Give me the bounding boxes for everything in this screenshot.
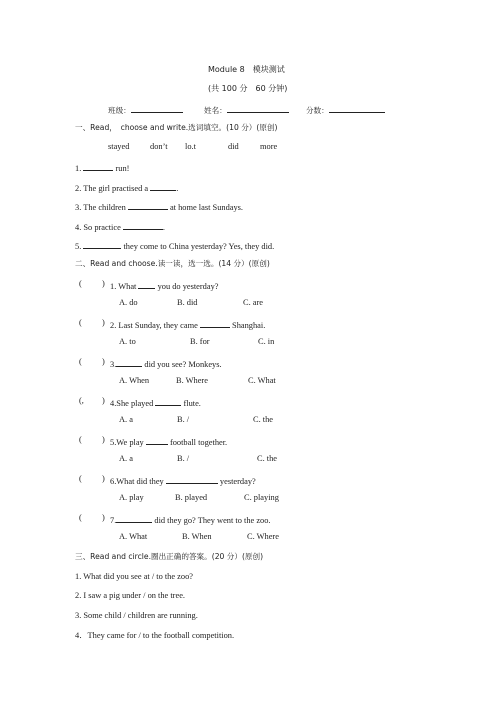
section3-heading: 三、Read and circle.圈出正确的答案。(20 分）(原创) [75,552,264,561]
page-subtitle: (共 100 分 60 分钟) [208,84,288,93]
fill-item: 1. run! [75,164,130,173]
name-blank[interactable] [227,104,289,113]
option-c[interactable]: C. What [248,376,276,385]
class-blank[interactable] [131,104,183,113]
fill-item: 2. The girl practised a . [75,184,179,193]
question-stem: 7. did they go? They went to the zoo. [110,516,271,525]
option-a[interactable]: A. to [119,337,136,346]
answer-blank[interactable] [123,221,163,230]
word-bank-word: stayed [108,142,130,151]
option-b[interactable]: B. / [177,415,190,424]
answer-blank[interactable] [166,475,218,484]
option-b[interactable]: B. Where [176,376,208,385]
answer-blank[interactable] [155,397,181,406]
class-label: 班级： [108,106,131,115]
option-b[interactable]: B. for [190,337,210,346]
answer-blank[interactable] [128,201,168,210]
answer-blank[interactable] [150,182,176,191]
question-stem: 3. did you see? Monkeys. [110,360,222,369]
option-a[interactable]: A. do [119,298,138,307]
option-a[interactable]: A. What [119,532,148,541]
word-bank-word: don’t [150,142,168,151]
circle-item[interactable]: 4．They came for / to the football competition. [75,631,235,640]
option-a[interactable]: A. a [119,454,133,463]
answer-paren-open[interactable]: (, [79,396,84,405]
name-label: 姓名： [204,106,227,115]
answer-blank[interactable] [116,514,152,523]
option-c[interactable]: C. in [258,337,275,346]
question-stem: 6.What did they yesterday? [110,477,256,486]
score-field[interactable] [306,104,385,115]
option-a[interactable]: A. play [119,493,144,502]
option-c[interactable]: C. playing [244,493,279,502]
answer-blank[interactable] [146,436,168,445]
answer-paren-close[interactable]: ) [102,513,105,522]
answer-blank[interactable] [116,358,142,367]
answer-blank[interactable] [138,280,155,289]
option-c[interactable]: C. are [243,298,263,307]
answer-blank[interactable] [83,240,121,249]
score-label: 分数： [306,106,329,115]
answer-paren-open[interactable]: ( [79,513,82,522]
answer-paren-open[interactable]: ( [79,435,82,444]
question-stem: 1. What you do yesterday? [110,282,219,291]
answer-paren-open[interactable]: ( [79,474,82,483]
answer-blank[interactable] [200,319,230,328]
option-b[interactable]: B. When [182,532,212,541]
option-b[interactable]: B. / [177,454,190,463]
circle-item[interactable]: 2. I saw a pig under / on the tree. [75,591,186,600]
page-title: Module 8 模块测试 [208,65,285,74]
answer-paren-open[interactable]: ( [79,279,82,288]
word-bank-word: did [228,142,239,151]
circle-item[interactable]: 1. What did you see at / to the zoo? [75,572,193,581]
fill-item: 4. So practice . [75,223,166,232]
fill-item: 3. The children at home last Sundays. [75,203,244,212]
section2-heading: 二、Read and choose.读一读，选一选。(14 分）(原创) [75,259,270,268]
answer-blank[interactable] [83,162,113,171]
option-b[interactable]: B. did [177,298,198,307]
score-blank[interactable] [329,104,385,113]
option-a[interactable]: A. a [119,415,133,424]
option-c[interactable]: C. the [257,454,278,463]
question-stem: 5.We play football together. [110,438,228,447]
name-field[interactable] [204,104,289,115]
section1-heading: 一、Read， choose and write.选词填空。(10 分）(原创) [75,123,278,132]
question-stem: 2. Last Sunday, they came Shanghai. [110,321,266,330]
option-a[interactable]: A. When [119,376,150,385]
answer-paren-close[interactable]: ) [102,279,105,288]
question-stem: 4.She played flute. [110,399,201,408]
circle-item[interactable]: 3. Some child / children are running. [75,611,198,620]
answer-paren-open[interactable]: ( [79,357,82,366]
answer-paren-open[interactable]: ( [79,318,82,327]
fill-item: 5. they come to China yesterday? Yes, they did. [75,242,275,251]
option-c[interactable]: C. Where [247,532,279,541]
answer-paren-close[interactable]: ) [102,396,105,405]
answer-paren-close[interactable]: ) [102,357,105,366]
class-field[interactable] [108,104,183,115]
answer-paren-close[interactable]: ) [102,318,105,327]
option-c[interactable]: C. the [253,415,274,424]
word-bank-word: more [260,142,278,151]
answer-paren-close[interactable]: ) [102,474,105,483]
word-bank-word: lo.t [185,142,196,151]
option-b[interactable]: B. played [175,493,208,502]
answer-paren-close[interactable]: ) [102,435,105,444]
